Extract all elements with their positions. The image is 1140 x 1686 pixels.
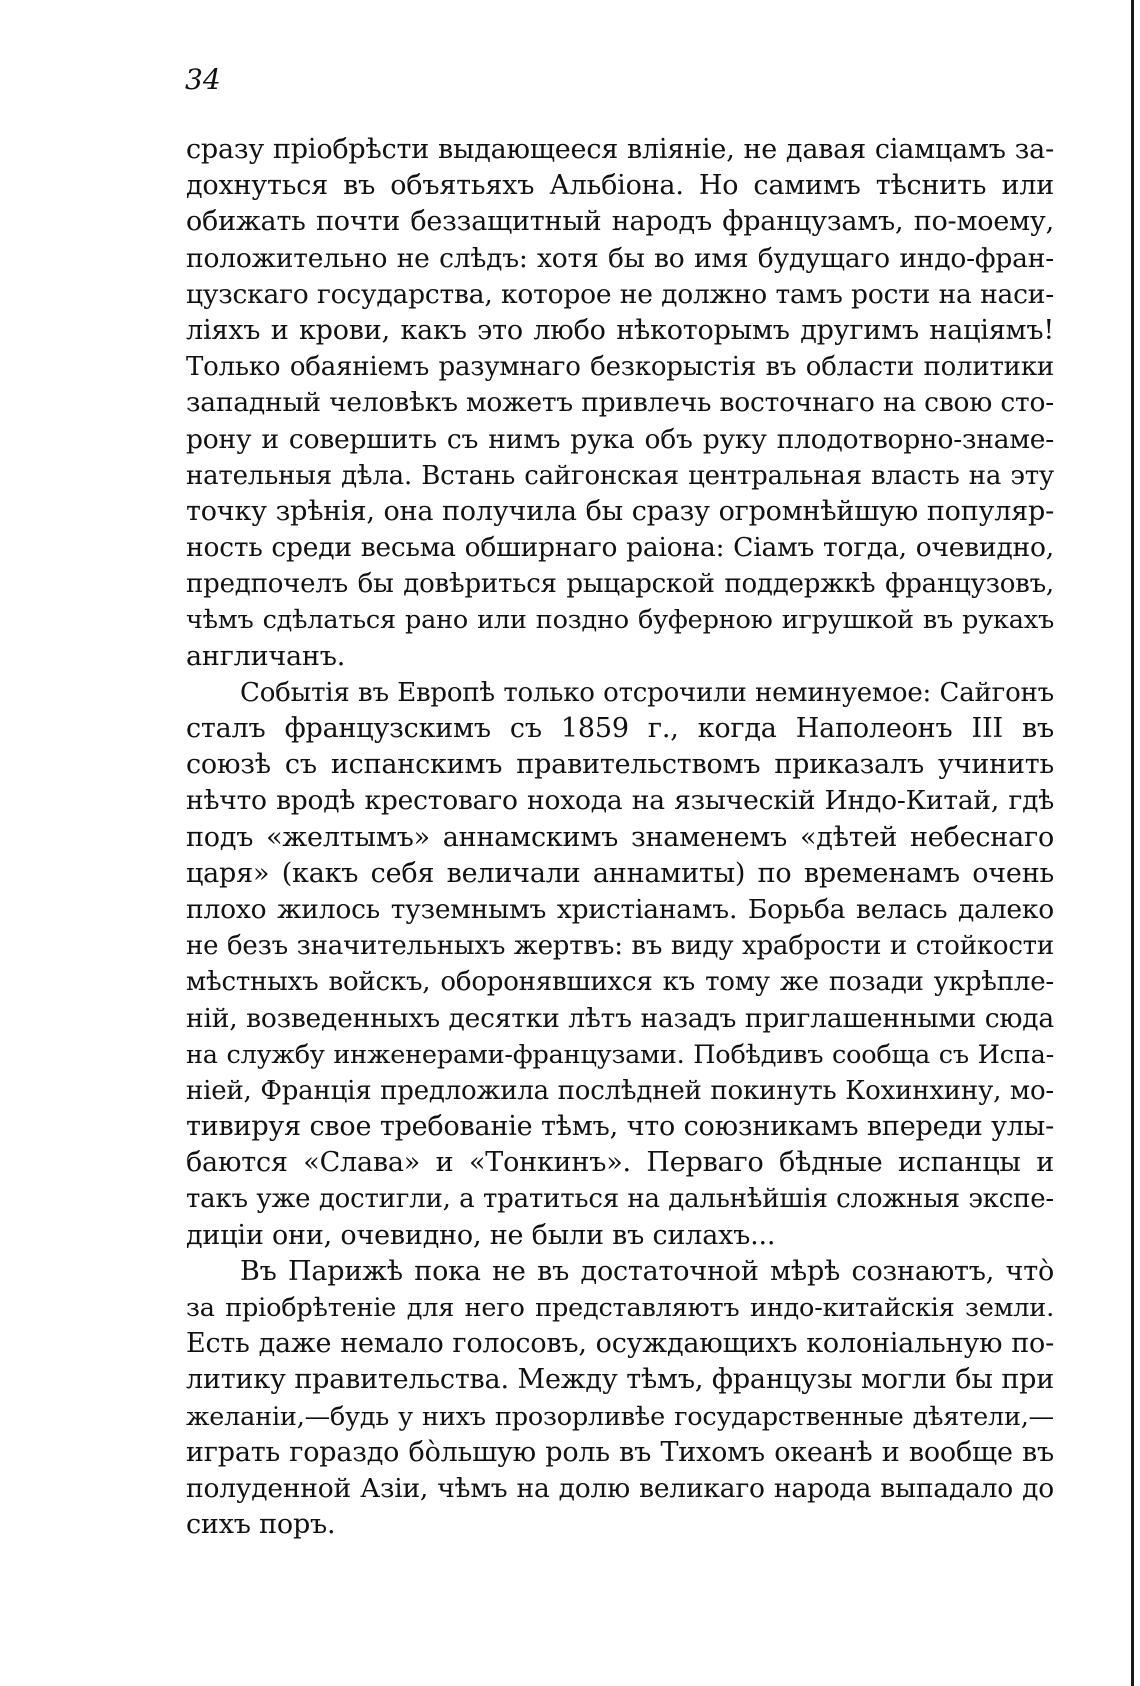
text-line: полуденной Азіи, чѣмъ на долю великаго народа выпадало до — [186, 1472, 1054, 1504]
text-line: обижать почти беззащитный народъ французамъ, по-моему, — [186, 206, 1054, 238]
text-line: Только обаяніемъ разумнаго безкорыстія въ области политики — [186, 352, 1054, 383]
text-line: союзѣ съ испанскимъ правительствомъ приказалъ учинить — [186, 749, 1054, 781]
text-line: Событія въ Европѣ только отсрочили неминуемое: Сайгонъ — [240, 677, 1054, 708]
text-line: сихъ поръ. — [186, 1509, 336, 1541]
text-line: ніей, Франція предложила послѣдней покинуть Кохинхину, мо- — [186, 1075, 1054, 1106]
text-line: литику правительства. Между тѣмъ, французы могли бы при — [186, 1364, 1054, 1396]
text-line: не безъ значительныхъ жертвъ: въ виду храбрости и стойкости — [186, 931, 1054, 962]
text-line: точку зрѣнія, она получила бы сразу огромнѣйшую популяр- — [186, 495, 1054, 527]
text-line: ность среди весьма обширнаго раіона: Сіамъ тогда, очевидно, — [186, 532, 1054, 564]
body-text — [186, 132, 1054, 1543]
text-line: тивируя свое требованіе тѣмъ, что союзникамъ впереди улы- — [186, 1111, 1054, 1143]
text-line: дохнуться въ объятьяхъ Альбіона. Но самимъ тѣснить или — [186, 170, 1054, 202]
text-line: мѣстныхъ войскъ, оборонявшихся къ тому же позади укрѣпле- — [186, 967, 1054, 998]
text-line: за пріобрѣтеніе для него представляютъ индо-китайскія земли. — [186, 1293, 1054, 1323]
text-line: цузскаго государства, которое не должно тамъ рости на наси- — [186, 278, 1054, 310]
text-line: англичанъ. — [186, 640, 346, 672]
text-line: Въ Парижѣ пока не въ достаточной мѣрѣ сознаютъ, что̀ — [240, 1255, 1054, 1287]
text-line: западный человѣкъ можетъ привлечь восточнаго на свою сто- — [186, 387, 1054, 419]
text-line: Есть даже немало голосовъ, осуждающихъ колоніальную по- — [186, 1328, 1054, 1360]
text-line: нательныя дѣла. Встань сайгонская центральная власть на эту — [186, 460, 1054, 491]
text-line: играть гораздо бо̀льшую роль въ Тихомъ океанѣ и вообще въ — [186, 1436, 1054, 1468]
page-number: 34 — [185, 63, 221, 96]
text-line: царя» (какъ себя величали аннамиты) по временамъ очень — [186, 857, 1054, 889]
text-line: сразу пріобрѣсти выдающееся вліяніе, не давая сіамцамъ за- — [186, 134, 1054, 165]
text-line: предпочелъ бы довѣриться рыцарской поддержкѣ французовъ, — [186, 569, 1054, 600]
text-line: плохо жилось туземнымъ христіанамъ. Борьба велась далеко — [186, 893, 1054, 925]
text-line: желаніи,—будь у нихъ прозорливѣе государственные дѣятели,— — [186, 1401, 1054, 1432]
text-line: нѣчто вродѣ крестоваго нохода на языческій Индо-Китай, гдѣ — [186, 785, 1054, 817]
text-line: ній, возведенныхъ десятки лѣтъ назадъ приглашенными сюда — [186, 1002, 1054, 1034]
text-line: сталъ французскимъ съ 1859 г., когда Наполеонъ III въ — [186, 713, 1054, 744]
text-line: такъ уже достигли, а тратиться на дальнѣйшія сложныя экспе- — [186, 1184, 1054, 1215]
text-line: на службу инженерами-французами. Побѣдивъ сообща съ Испа- — [186, 1039, 1054, 1070]
page-edge-line — [1131, 0, 1134, 1686]
text-line: диціи они, очевидно, не были въ силахъ... — [186, 1219, 776, 1251]
text-line: подъ «желтымъ» аннамскимъ знаменемъ «дѣтей небеснаго — [186, 821, 1054, 853]
text-line: чѣмъ сдѣлаться рано или поздно буферною игрушкой въ рукахъ — [186, 605, 1054, 636]
text-line: ліяхъ и крови, какъ это любо нѣкоторымъ другимъ націямъ! — [186, 314, 1054, 346]
text-line: положительно не слѣдъ: хотя бы во имя будущаго индо-фран- — [186, 242, 1054, 274]
text-line: рону и совершить съ нимъ рука объ руку плодотворно-знаме- — [186, 423, 1054, 455]
text-line: баются «Слава» и «Тонкинъ». Перваго бѣдные испанцы и — [186, 1147, 1054, 1179]
